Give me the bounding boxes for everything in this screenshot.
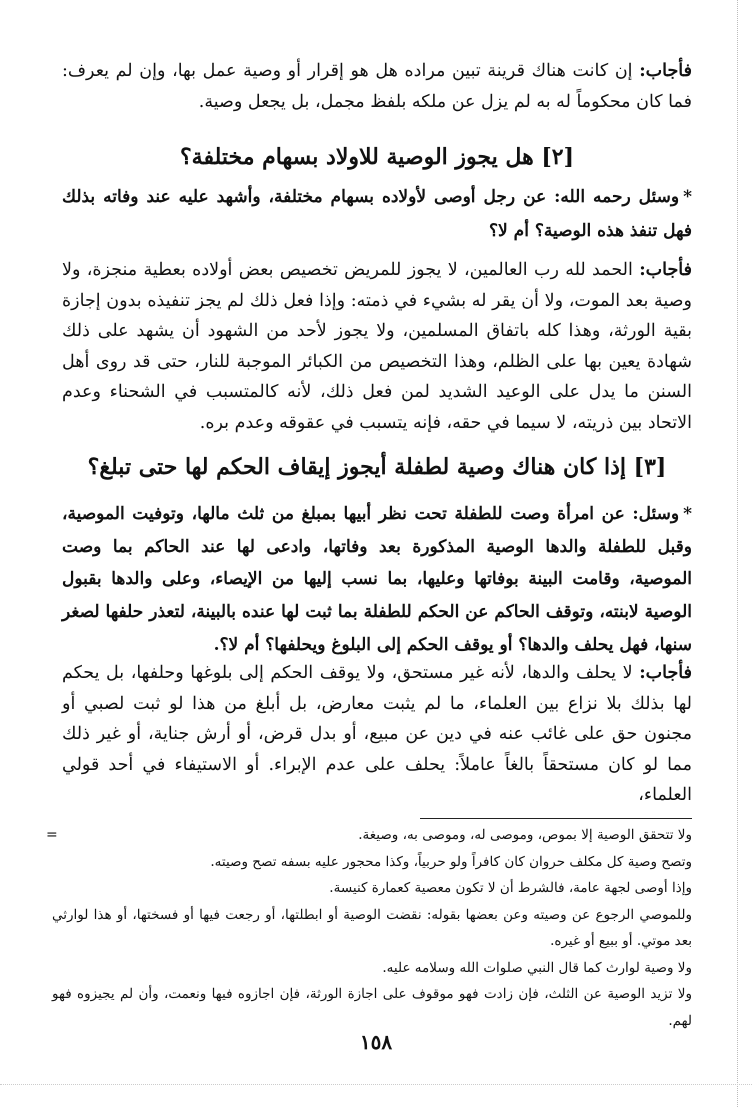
answer-text: إن كانت هناك قرينة تبين مراده هل هو إقرار أو وصية عمل بها، وإن لم يعرف: فما كان محكوماً له به لم يزل عن ملكه بلفظ مجمل، بل يجعل وصية. <box>62 61 692 112</box>
answer-text: لا يحلف والدها، لأنه غير مستحق، ولا يوقف الحكم إلى بلوغها وحلفها، بل يحكم لها بذلك بلا نزاع بين العلماء، ما لم يثبت معارض، بل أبلغ من هذا لو ثبت لصبي أو مجنون حق على غائب عنه في دين عن مبيع، أو بدل قرض، أو أرش جناية، أو غير ذلك مما لو كان مستحقاً بالغاً عاملاً: يحلف على عدم الإبراء. أو الاستيفاء في أحد قولي العلماء، <box>62 663 692 805</box>
footnotes <box>46 822 692 1034</box>
scan-edge-bottom <box>0 1083 752 1085</box>
answer-3 <box>62 658 692 811</box>
answer-2 <box>62 255 692 439</box>
footnote-line: وتصح وصية كل مكلف حروان كان كافراً ولو حربياً، وكذا محجور عليه بسفه تصح وصيته. <box>210 853 692 870</box>
answer-lead: فأجاب: <box>639 260 692 280</box>
page-number: ١٥٨ <box>359 1030 393 1054</box>
answer-lead: فأجاب: <box>639 61 692 81</box>
footnote-line: وإذا أوصى لجهة عامة، فالشرط أن لا تكون معصية كعمارة كنيسة. <box>329 880 692 896</box>
footnote-line: ولا تزيد الوصية عن الثلث، فإن زادت فهو موقوف على اجازة الورثة، فإن اجازوه فيها ونعمت، وأن لم يجيزوه فهو لهم. <box>52 986 692 1029</box>
section-heading-3: [٣] إذا كان هناك وصية لطفلة أيجوز إيقاف الحكم لها حتى تبلغ؟ <box>87 454 667 480</box>
answer-lead: فأجاب: <box>639 663 692 683</box>
question-text: وسئل رحمه الله: عن رجل أوصى لأولاده بسهام مختلفة، وأشهد عليه عند وفاته بذلك فهل تنفذ هذه الوصية؟ أم لا؟ <box>62 187 692 241</box>
continuation-mark: = <box>46 827 58 843</box>
question-text: وسئل: عن امرأة وصت للطفلة تحت نظر أبيها بمبلغ من ثلث مالها، وتوفيت الموصية، وقبل للطفلة والدها الوصية المذكورة بعد وفاتها، وادعى لها عند الحاكم بما وصت الموصية، وقامت البينة بوفاتها وعليها، بما نسب إليها من الإيصاء، وعلى والدها بقبول الوصية لابنته، وتوقف الحاكم عن الحكم للطفلة بما ثبت لها عنده بالبينة، لتعذر حلفها لصغر سنها، فهل يحلف والدها؟ أو يوقف الحكم إلى البلوغ ويحلفها؟ أم لا؟. <box>62 504 692 655</box>
question-star-icon: * <box>683 187 692 207</box>
question-star-icon: * <box>683 504 692 524</box>
section-heading-2: [٢] هل يجوز الوصية للاولاد بسهام مختلفة؟ <box>179 144 574 170</box>
footnote-line: ولا تتحقق الوصية إلا بموص، وموصى له، وموصى به، وصيغة. <box>358 827 692 843</box>
question-3 <box>62 498 692 662</box>
intro-paragraph <box>62 56 692 118</box>
answer-text: الحمد لله رب العالمين، لا يجوز للمريض تخصيص بعض أولاده بعطية منجزة، ولا وصية بعد الموت، ولا أن يقر له بشيء في ذمته: وإذا فعل ذلك لم يجز تنفيذه بدون إجازة بقية الورثة، وهذا كله باتفاق المسلمين، ولا يجوز لأحد من الشهود أن يشهد على ذلك شهادة يعين بها على الظلم، وهذا التخصيص من الكبائر الموجبة للنار، حتى قد روى أهل السنن ما يدل على الوعيد الشديد لمن فعل ذلك، لأنه كالمتسبب في الشحناء وعدم الاتحاد بين ذريته، لا سيما في حقه، فإنه يتسبب في عقوقه وعدم بره. <box>62 260 692 433</box>
footnote-line: وللموصي الرجوع عن وصيته وعن بعضها بقوله: نقضت الوصية أو ابطلتها، أو رجعت فيها أو فسختها، أو هذا لوارثي بعد موتي. أو ببيع أو غيره. <box>52 906 692 949</box>
question-2 <box>62 180 692 248</box>
scan-edge-right <box>736 0 738 1107</box>
footnote-separator <box>420 818 692 819</box>
footnote-line: ولا وصية لوارث كما قال النبي صلوات الله وسلامه عليه. <box>382 959 692 976</box>
